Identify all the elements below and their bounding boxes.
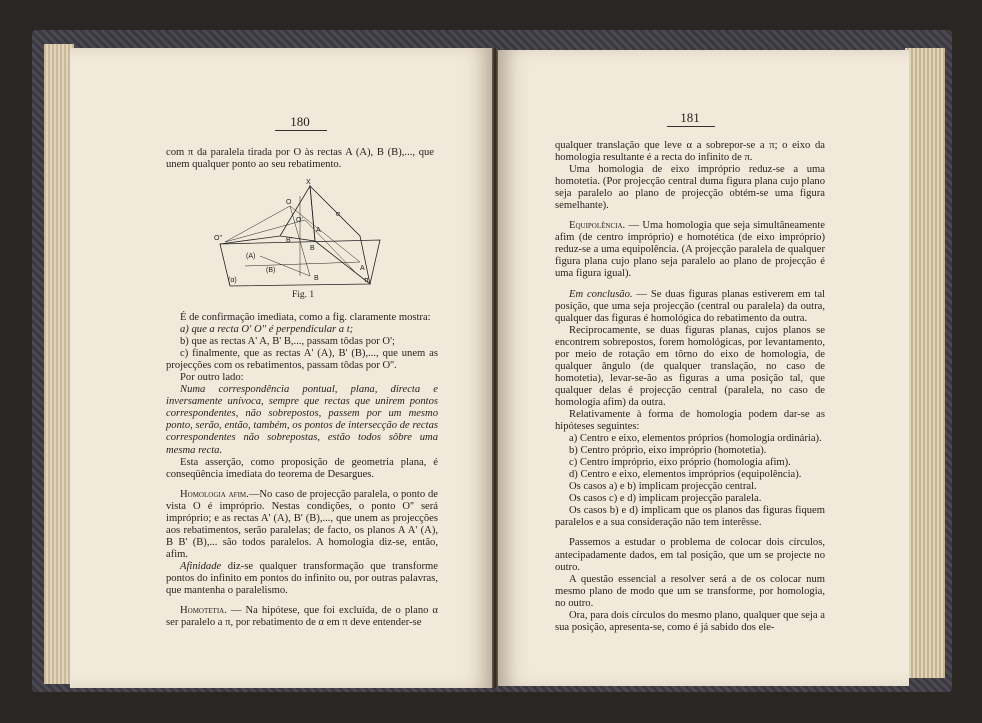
section-heading: Equipolência.	[569, 220, 626, 232]
list-item: b) que as rectas A' A, B' B,..., passam tôdas por O';	[180, 336, 395, 348]
left-body	[166, 312, 438, 629]
page-number-rule	[275, 130, 327, 131]
figure-label: B	[310, 245, 315, 252]
list-item: a) que a recta O' O'' é perpendicular a t;	[180, 324, 354, 336]
figure-label: B	[314, 275, 319, 282]
list-item: b) Centro próprio, eixo impróprio (homotetia).	[569, 445, 767, 457]
term: Afinidade	[180, 560, 222, 572]
paragraph: Afinidade diz-se qualquer transformação que transforme pontos do infinito em pontos do infinito ou, por outras palavras, que mantenha o paralelismo.	[166, 560, 438, 597]
figure-label: (A)	[246, 253, 256, 260]
theorem: Numa correspondência pontual, plana, directa e inversamente unívoca, sempre que rectas que unirem pontos correspondentes, não sobrepostos, passem por um mesmo ponto, serão, então, também, os pontos de intersecção de rectas correspondentes não sobrepostas, estão todos sôbre uma mesma recta.	[166, 384, 438, 456]
section-conclusao: Em conclusão. — Se duas figuras planas estiverem em tal posição, que uma seja projecção (central ou paralela) da outra, qualquer das figuras é homológica do rebatimento da outra.	[555, 288, 825, 324]
page-edges-right	[905, 48, 945, 678]
paragraph: qualquer translação que leve α a sobrepor-se a π; o eixo da homologia resultante é a recta do infinito de π.	[555, 140, 825, 164]
figure-label: X	[306, 179, 311, 186]
paragraph: Ora, para dois círculos do mesmo plano, qualquer que seja a sua posição, apresenta-se, como é já sabido dos ele-	[555, 609, 825, 633]
figure-label: α	[336, 211, 341, 218]
list-item: c) Centro impróprio, eixo próprio (homologia afim).	[569, 457, 791, 469]
right-page	[497, 50, 909, 686]
left-page	[70, 48, 494, 688]
figure-label: B'	[286, 237, 293, 244]
list-item: Os casos c) e d) implicam projecção paralela.	[569, 493, 762, 505]
figure-label: (α)	[228, 277, 237, 284]
list-item: a) Centro e eixo, elementos próprios (homologia ordinária).	[569, 433, 822, 445]
figure-label: A	[360, 265, 365, 272]
list-item: c) finalmente, que as rectas A' (A), B' (B),..., que unem as projecções com os rebatimentos, passam tôdas por O''.	[166, 348, 438, 372]
figure-label: (B)	[266, 267, 276, 274]
figure-label: O	[286, 199, 292, 206]
section-heading: Homotetia.	[180, 605, 227, 617]
section-homotetia: Homotetia. — Na hipótese, que foi excluída, de o plano α ser paralelo a π, por rebatimento de α em π deve entender-se	[166, 605, 438, 629]
section-homologia-afim: Homologia afim.—No caso de projecção paralela, o ponto de vista O é impróprio. Nestas condições, o ponto O'' será impróprio; e as rectas A' (A), B' (B),..., que unem as projecções aos rebatimentos, serão paralelas; de facto, os planos A A' (A), B B' (B),... são todos paralelos. A homologia diz-se, então, afim.	[166, 488, 438, 560]
geometry-figure	[210, 176, 390, 291]
figure-caption: Fig. 1	[292, 290, 315, 300]
page-number: 180	[290, 114, 310, 129]
list-item: Os casos b) e d) implicam que os planos das figuras fiquem paralelos e a sua consideração não tem interêsse.	[555, 505, 825, 529]
paragraph: Reciprocamente, se duas figuras planas, cujos planos se encontrem sobrepostos, forem homológicas, por levantamento, por meio de rotação em tôrno do eixo de homologia, de qualquer ângulo (de qualquer translação, no caso de homotetia), levar-se-ão as figuras a uma posição tal, que qualquer delas é projecção central (paralela, no caso de homologia afim) da outra.	[555, 324, 825, 408]
list-item: d) Centro e eixo, elementos impróprios (equipolência).	[569, 469, 802, 481]
paragraph: A questão essencial a resolver será a de os colocar num mesmo plano de modo que um se transforme, por homologia, no outro.	[555, 573, 825, 609]
figure-label: O'	[296, 217, 303, 224]
paragraph: Relativamente à forma de homologia podem dar-se as hipóteses seguintes:	[555, 408, 825, 433]
section-heading: Homologia afim.	[180, 488, 249, 500]
paragraph: Uma homologia de eixo impróprio reduz-se a uma homotetia. (Por projecção central duma figura plana cujo plano seja paralelo ao plano de projecção obtém-se uma figura semelhante).	[555, 164, 825, 212]
figure-label: A	[316, 227, 321, 234]
paragraph: Passemos a estudar o problema de colocar dois círculos, antecipadamente dados, em tal posição, que um se projecte no outro.	[555, 537, 825, 573]
section-heading: Em conclusão.	[569, 288, 633, 300]
figure-label: π	[364, 277, 369, 284]
list-item: Os casos a) e b) implicam projecção central.	[569, 481, 757, 493]
paragraph: É de confirmação imediata, como a fig. claramente mostra:	[180, 312, 431, 323]
paragraph: Esta asserção, como proposição de geometria plana, é conseqüência imediata do teorema de Desargues.	[166, 456, 438, 480]
paragraph: Por outro lado:	[180, 372, 244, 384]
right-body	[555, 140, 825, 634]
figure-label: O''	[214, 235, 223, 242]
section-equipolencia: Equipolência. — Uma homologia que seja simultâneamente afim (de centro impróprio) e homotética (de eixo impróprio) reduz-se a uma equipolência. (A projecção paralela de qualquer figura plana cujo plano seja paralelo ao plano de projecção é uma figura igual).	[555, 220, 825, 280]
paragraph: com π da paralela tirada por O às rectas A (A), B (B),..., que unem qualquer ponto ao seu rebatimento.	[166, 147, 434, 171]
page-number: 181	[680, 110, 700, 125]
page-number-rule	[667, 126, 715, 127]
book-gutter	[492, 48, 498, 688]
